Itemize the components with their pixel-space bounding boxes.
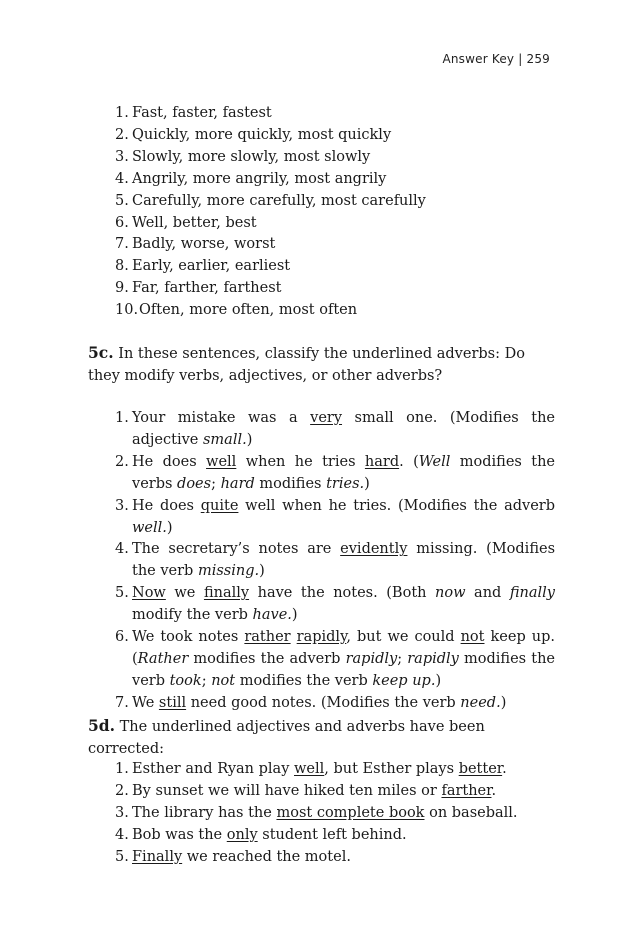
section-5c-item [115,693,555,715]
item-number: 6. [115,629,129,646]
list-item [115,256,555,278]
comparatives-list [115,103,555,322]
italic-word: took [169,672,202,689]
item-text: Esther and Ryan play [132,761,294,777]
underlined-word: finally [203,585,250,602]
item-text: Quickly, more quickly, most quickly [132,126,392,143]
item-text: modify the verb [132,607,253,624]
item-number: 7. [115,694,129,711]
item-text: and [465,585,510,602]
item-number: 2. [115,453,129,470]
item-text: Angrily, more angrily, most angrily [132,170,387,187]
underlined-word: only [226,826,258,843]
item-number: 4. [115,826,129,843]
item-text: He does [132,497,201,514]
italic-word: have. [252,607,292,624]
section-5c-item [115,583,555,627]
list-item [115,234,555,256]
item-text: need good notes. (Modifies the verb [186,694,461,711]
item-text: Your mistake was a [132,410,311,426]
italic-word: small. [202,431,247,448]
item-text: Fast, faster, fastest [132,105,272,121]
list-item [115,147,555,169]
item-text: Carefully, more carefully, most carefully [132,192,426,209]
section-5c-list [115,408,555,715]
item-text: well when he tries. (Modifies the adverb [238,497,555,514]
section-5c-item [115,496,555,540]
item-text: He does [132,453,207,470]
underlined-word: rapidly [296,629,347,646]
underlined-word: rather [244,629,291,646]
item-number: 4. [115,170,129,187]
item-number: 4. [115,541,129,558]
item-text: By sunset we will have hiked ten miles or [132,782,442,799]
item-number: 3. [115,804,129,821]
italic-word: hard [220,475,255,492]
item-text: ; [211,475,221,492]
item-number: 9. [115,280,129,297]
item-number: 2. [115,126,129,143]
item-text: ) [435,672,442,689]
item-text: ) [246,431,253,448]
item-text: Well, better, best [132,214,257,231]
list-item [115,191,555,213]
item-number: 10. [115,302,139,319]
underlined-word: well [294,761,325,777]
section-5c-heading [88,342,554,388]
item-number: 1. [115,761,129,777]
item-text: , but Esther plays [324,761,459,777]
item-text: have the notes. (Both [249,585,436,602]
underlined-word: most complete book [276,804,425,821]
section-5c-item [115,452,555,496]
item-text: ) [500,694,507,711]
item-text: Early, earlier, earliest [132,258,291,275]
underlined-word: better [458,761,503,777]
italic-word: tries. [326,475,365,492]
section-5d-instruction: The underlined adjectives and adverbs have been corrected: [88,719,485,757]
underlined-word: not [460,629,485,646]
italic-word: keep up. [372,672,436,689]
italic-word: does [177,475,212,492]
item-text: . [502,761,507,777]
item-text: ) [291,607,298,624]
item-text: modifies the adverb [188,650,346,667]
item-text: Slowly, more slowly, most slowly [132,148,371,165]
item-text: ) [166,519,173,536]
item-number: 8. [115,258,129,275]
item-text: Bob was the [132,826,227,843]
section-5d-heading [88,715,554,761]
italic-word: finally [509,585,555,602]
section-5c-item [115,408,555,452]
item-text: , but we could [346,629,461,646]
section-5c-label: 5c. [88,343,114,362]
section-5d-item [115,825,555,847]
underlined-word: quite [200,497,239,514]
item-text: modifies [254,475,327,492]
item-text: we [165,585,204,602]
italic-word: rapidly [345,650,398,667]
item-text: We [132,694,159,711]
italic-word: Well [418,453,451,470]
item-text: . [491,782,497,799]
item-text: ) [259,563,265,580]
item-number: 1. [115,410,129,426]
italic-word: missing. [197,563,260,580]
list-item [115,169,555,191]
list-item [115,278,555,300]
list-item [115,300,555,322]
item-text: we reached the motel. [182,848,351,865]
item-text: small one. (Modifies the adjective [132,410,555,448]
list-item [115,125,555,147]
item-number: 5. [115,585,129,602]
section-5d-item [115,759,555,781]
italic-word: well. [132,519,167,536]
item-number: 1. [115,105,129,121]
item-text: student left behind. [257,826,407,843]
item-text: on baseball. [424,804,518,821]
section-5d-item [115,781,555,803]
underlined-word: Finally [132,848,183,865]
item-number: 5. [115,848,129,865]
underlined-word: evidently [340,541,408,558]
item-text: . ( [399,453,419,470]
item-number: 3. [115,497,129,514]
item-text: modifies the verb [132,650,555,689]
underlined-word: very [310,410,343,426]
item-number: 7. [115,236,129,253]
italic-word: rapidly [407,650,459,667]
underlined-word: farther [441,782,492,799]
item-number: 6. [115,214,129,231]
item-text: Badly, worse, worst [132,236,276,253]
item-text: Far, farther, farthest [132,280,282,297]
section-5d-label: 5d. [88,716,116,735]
section-5c-item [115,627,555,693]
italic-word: not [211,672,236,689]
italic-word: now [435,585,466,602]
item-text: Often, more often, most often [139,302,358,319]
section-5c-item [115,539,555,583]
item-text: modifies the verbs [132,453,555,492]
section-5d-item [115,847,555,869]
item-text: modifies the verb [235,672,373,689]
section-5d-list [115,759,555,869]
item-text: We took notes [132,629,245,646]
item-text: keep up. ( [132,629,556,667]
item-text: missing. (Modifies the verb [132,541,556,580]
section-5d-item [115,803,555,825]
list-item [115,213,555,235]
underlined-word: still [158,694,187,711]
item-text: The secretary’s notes are [132,541,341,558]
underlined-word: Now [132,585,166,602]
item-text: ; [201,672,212,689]
item-number: 5. [115,192,129,209]
running-head: Answer Key | 259 [442,52,550,66]
item-text: ; [397,650,408,667]
item-text: when he tries [236,453,365,470]
item-text: The library has the [132,804,277,821]
underlined-word: well [206,453,237,470]
underlined-word: hard [364,453,400,470]
item-text: ) [364,475,370,492]
item-number: 3. [115,148,129,165]
list-item [115,103,555,125]
section-5c-instruction: In these sentences, classify the underlined adverbs: Do they modify verbs, adjectives, or other adverbs? [88,346,525,384]
italic-word: need. [460,694,501,711]
italic-word: Rather [137,650,189,667]
item-number: 2. [115,782,129,799]
